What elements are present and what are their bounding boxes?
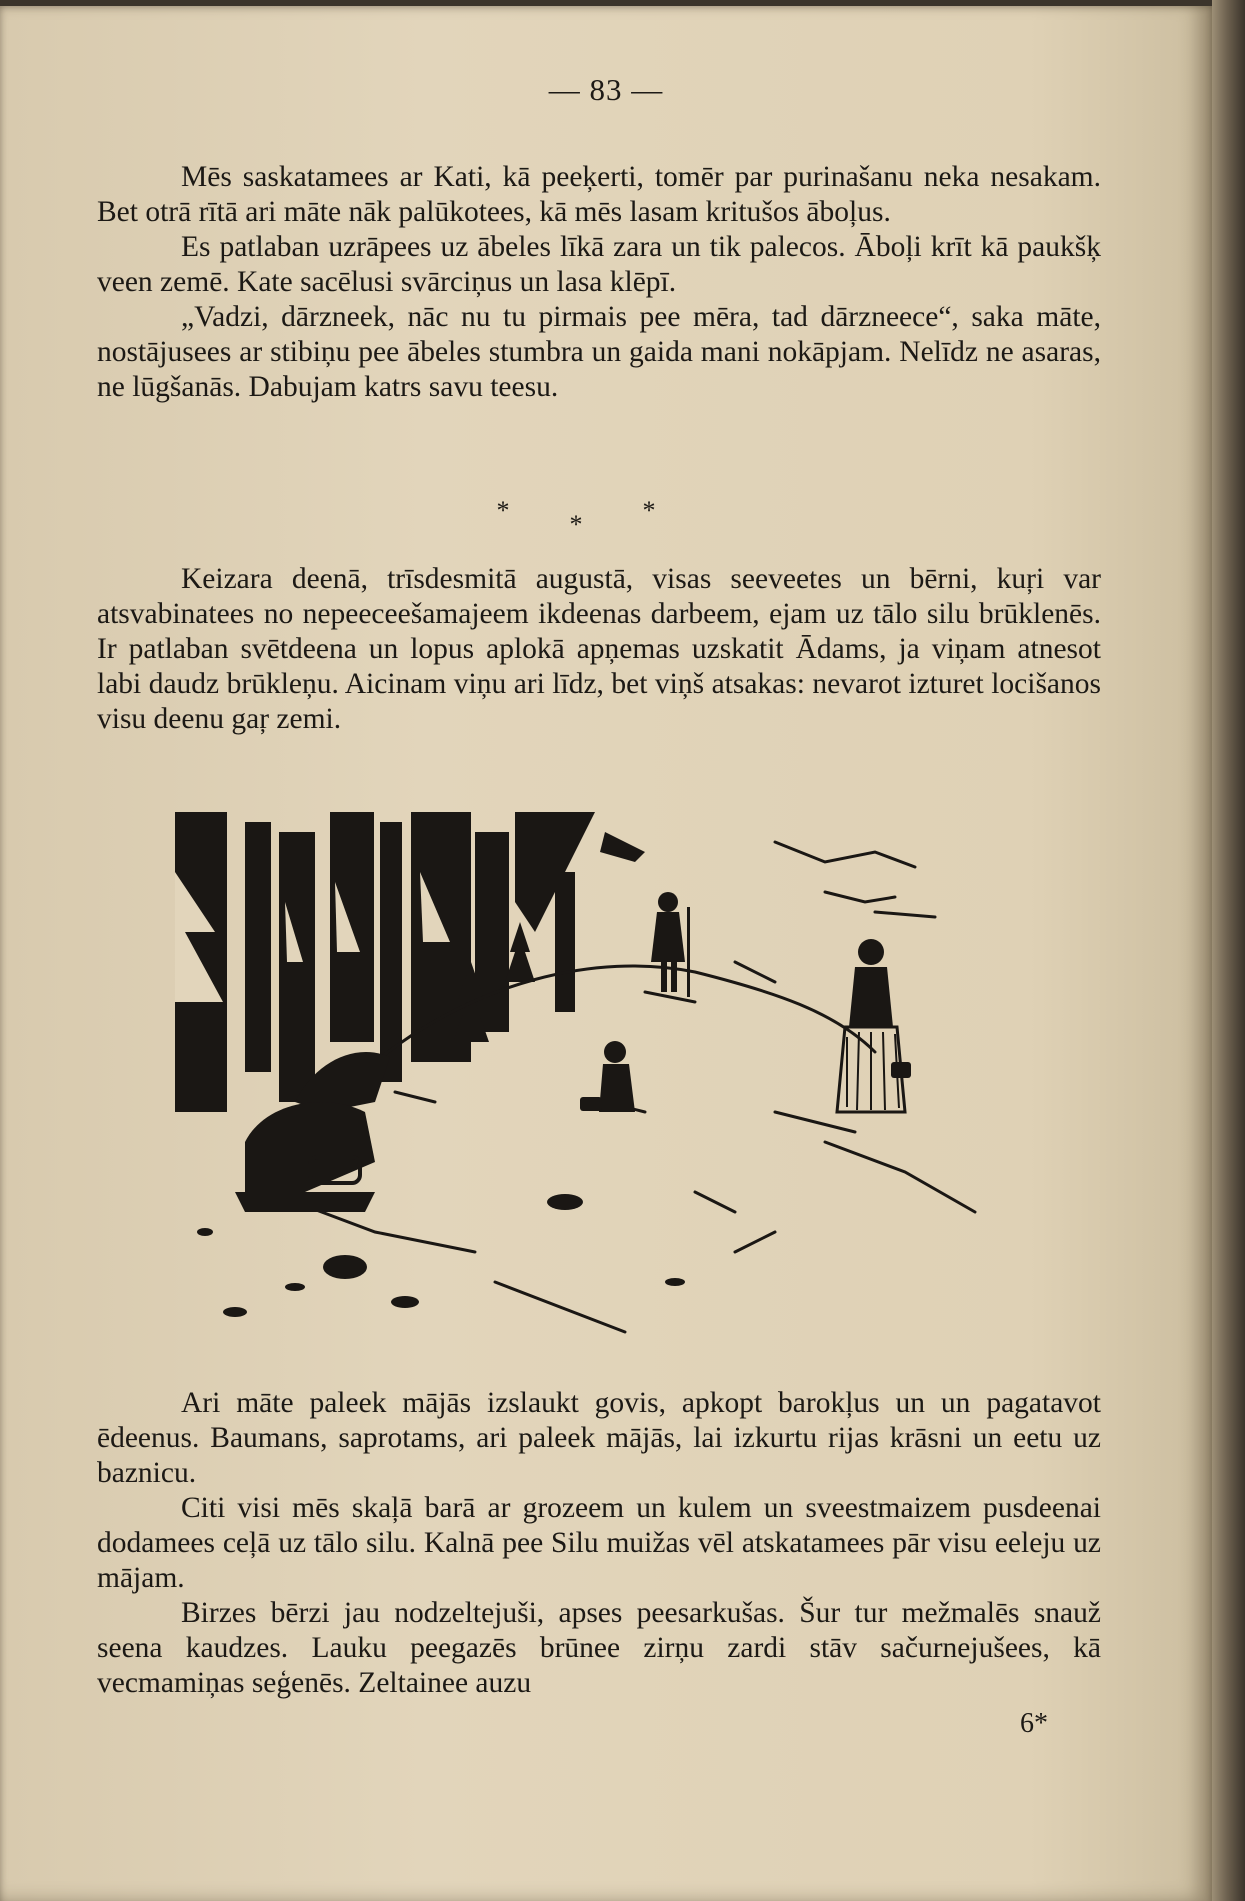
star: * (569, 510, 643, 539)
woman-figure (837, 939, 911, 1112)
woodcut-illustration (175, 812, 1007, 1337)
text-block-top (97, 160, 1101, 405)
text-block-bottom (97, 1386, 1101, 1701)
page-top-edge (0, 0, 1212, 6)
forest-trees (175, 812, 645, 1112)
page-number: — 83 — (548, 72, 664, 107)
section-divider-stars (0, 496, 1212, 539)
paragraph: Es patlaban uzrāpees uz ābeles līkā zara un tik palecos. Āboļi krīt kā paukšķ veen zemē. Kate sacēlusi svārciņus un lasa klēpī. (97, 231, 1101, 298)
ground-speckles (197, 1194, 685, 1317)
paragraph: Mēs saskatamees ar Kati, kā peeķerti, tomēr par purinašanu neka nesakam. Bet otrā rītā ari māte nāk palūkotees, kā mēs lasam kritušos āboļus. (97, 161, 1101, 228)
paragraph: „Vadzi, dārzneek, nāc nu tu pirmais pee mēra, tad dārzneece“, saka māte, nostājusees ar stibiņu pee ābeles stumbra un gaida mani nokāpjam. Nelīdz ne asaras, ne lūgšanās. Dabujam katrs savu teesu. (97, 301, 1101, 403)
paragraph: Citi visi mēs skaļā barā ar grozeem un kulem un sveestmaizem pusdeenai dodamees ceļā uz tālo silu. Kalnā pee Silu muižas vēl atskatamees pār visu eeleju uz mājam. (97, 1492, 1101, 1594)
paragraph: Keizara deenā, trīsdesmitā augustā, visas seeveetes un bērni, kuŗi var atsvabinatees no nepeeceešamajeem ikdeenas darbeem, ejam uz tālo silu brūklenēs. Ir patlaban svētdeena un lopus aplokā apņemas uzskatit Ādams, ja viņam atnesot labi daudz brūkleņu. Aicinam viņu ari līdz, bet viņš atsakas: nevarot izturet locišanos visu deenu gaŗ zemi. (97, 563, 1101, 735)
book-binding-edge (1212, 0, 1245, 1901)
paragraph: Birzes bērzi jau nodzeltejuši, apses peesarkušas. Šur tur mežmalēs snauž seena kaudzes. Lauku peegazēs brūnee zirņu zardi stāv sačurnejušees, kā vecmamiņas seģenēs. Zeltainee auzu (97, 1597, 1101, 1699)
star: * (642, 496, 716, 525)
figure-on-hill (651, 892, 690, 997)
printer-signature: 6* (1020, 1708, 1048, 1739)
star: * (496, 496, 570, 525)
sky-strokes (775, 842, 935, 917)
child-figure (580, 1041, 635, 1112)
paragraph: Ari māte paleek mājās izslaukt govis, apkopt barokļus un un pagatavot ēdeenus. Baumans, saprotams, ari paleek mājās, lai izkurtu rijas krāsni un eetu uz baznicu. (97, 1387, 1101, 1489)
text-block-middle (97, 562, 1101, 737)
